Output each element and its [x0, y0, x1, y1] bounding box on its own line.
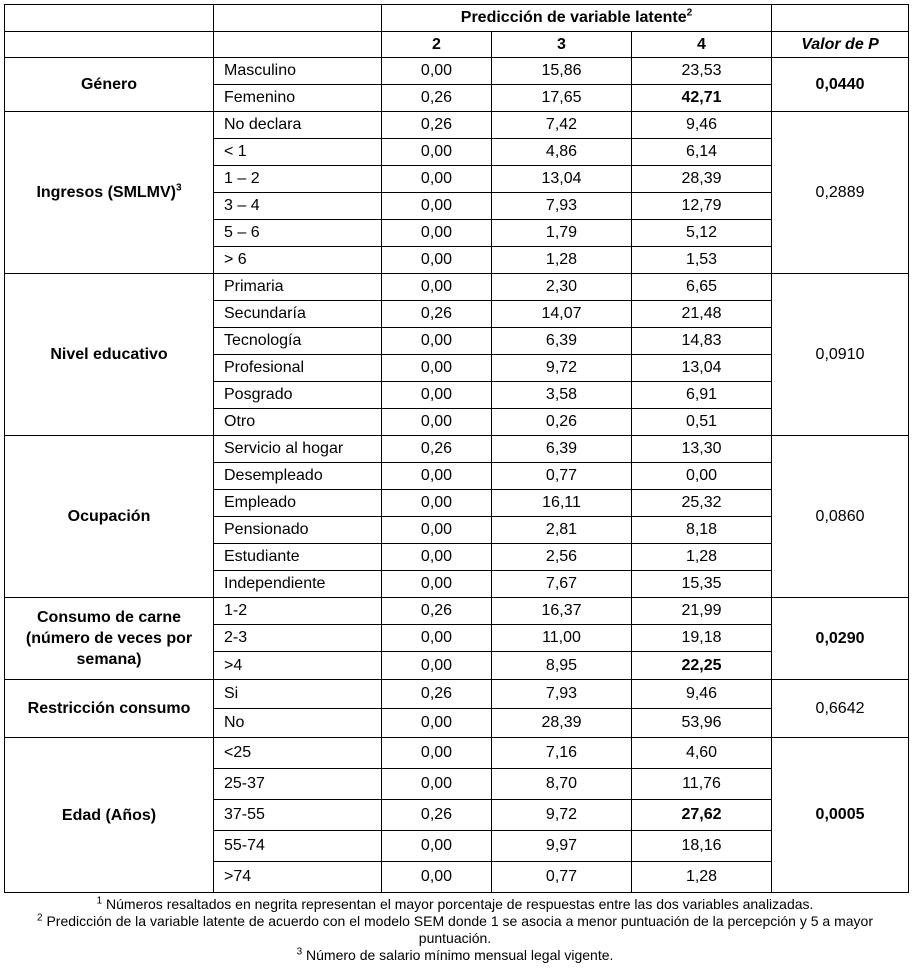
- value-cell-c2: 0,00: [382, 58, 492, 85]
- value-cell-c4: 8,18: [632, 517, 772, 544]
- latent-variable-header: [382, 5, 772, 32]
- value-cell-c3: 2,56: [492, 544, 632, 571]
- value-cell-c4: 6,91: [632, 382, 772, 409]
- value-cell-c3: 8,70: [492, 769, 632, 800]
- value-cell-c3: 13,04: [492, 166, 632, 193]
- value-cell-c2: 0,26: [382, 301, 492, 328]
- value-cell-c3: 28,39: [492, 709, 632, 738]
- value-cell-c4: 13,30: [632, 436, 772, 463]
- footnote: [0, 913, 910, 947]
- value-cell-c2: 0,00: [382, 831, 492, 862]
- category-cell: Tecnología: [214, 328, 382, 355]
- category-cell: No: [214, 709, 382, 738]
- value-cell-c4: 11,76: [632, 769, 772, 800]
- value-cell-c4: 1,28: [632, 862, 772, 893]
- value-cell-c3: 7,67: [492, 571, 632, 598]
- value-cell-c3: 2,30: [492, 274, 632, 301]
- value-cell-c2: 0,00: [382, 517, 492, 544]
- category-cell: Profesional: [214, 355, 382, 382]
- group-label: [5, 274, 214, 436]
- group-label: [5, 598, 214, 680]
- p-value-cell: 0,0005: [772, 738, 909, 893]
- value-cell-c2: 0,00: [382, 862, 492, 893]
- table-row: [5, 738, 909, 769]
- group-label-text: Nivel educativo: [50, 346, 168, 363]
- category-cell: 55-74: [214, 831, 382, 862]
- category-cell: Secundaría: [214, 301, 382, 328]
- value-cell-c2: 0,26: [382, 680, 492, 709]
- category-cell: >4: [214, 652, 382, 680]
- header-empty-cell: [214, 32, 382, 58]
- value-cell-c2: 0,26: [382, 598, 492, 625]
- value-cell-c4: 6,65: [632, 274, 772, 301]
- value-cell-c2: 0,00: [382, 738, 492, 769]
- value-cell-c3: 1,79: [492, 220, 632, 247]
- category-cell: 37-55: [214, 800, 382, 831]
- value-cell-c4: 15,35: [632, 571, 772, 598]
- table-row: [5, 58, 909, 85]
- value-cell-c4: 18,16: [632, 831, 772, 862]
- value-cell-c2: 0,00: [382, 382, 492, 409]
- category-cell: 5 – 6: [214, 220, 382, 247]
- value-cell-c4: 42,71: [632, 85, 772, 112]
- footnote-number: 3: [296, 946, 303, 958]
- value-cell-c2: 0,00: [382, 274, 492, 301]
- footnote-text: Predicción de la variable latente de acuerdo con el modelo SEM donde 1 se asocia a menor puntuación de la percepción y 5 a mayor puntuación.: [46, 913, 873, 946]
- footnotes: [0, 893, 910, 964]
- value-cell-c4: 5,12: [632, 220, 772, 247]
- value-cell-c3: 0,77: [492, 463, 632, 490]
- category-cell: 1 – 2: [214, 166, 382, 193]
- header-row-top: [5, 5, 909, 32]
- group-label: [5, 436, 214, 598]
- value-cell-c4: 4,60: [632, 738, 772, 769]
- category-cell: Servicio al hogar: [214, 436, 382, 463]
- category-cell: Otro: [214, 409, 382, 436]
- footnote: [0, 947, 910, 964]
- value-cell-c3: 6,39: [492, 328, 632, 355]
- value-cell-c2: 0,00: [382, 544, 492, 571]
- value-cell-c3: 7,42: [492, 112, 632, 139]
- group-label-text: Ingresos (SMLMV): [36, 184, 176, 201]
- value-cell-c3: 0,26: [492, 409, 632, 436]
- column-header-2: 2: [382, 32, 492, 58]
- category-cell: Posgrado: [214, 382, 382, 409]
- table-row: [5, 112, 909, 139]
- value-cell-c2: 0,00: [382, 490, 492, 517]
- category-cell: Si: [214, 680, 382, 709]
- value-cell-c2: 0,00: [382, 625, 492, 652]
- value-cell-c2: 0,26: [382, 85, 492, 112]
- value-cell-c2: 0,00: [382, 166, 492, 193]
- table-row: [5, 436, 909, 463]
- value-cell-c2: 0,00: [382, 247, 492, 274]
- category-cell: > 6: [214, 247, 382, 274]
- value-cell-c4: 1,28: [632, 544, 772, 571]
- category-cell: Desempleado: [214, 463, 382, 490]
- value-cell-c3: 6,39: [492, 436, 632, 463]
- group-label-text: Género: [80, 76, 137, 93]
- value-cell-c4: 0,00: [632, 463, 772, 490]
- p-value-cell: 0,0290: [772, 598, 909, 680]
- value-cell-c3: 11,00: [492, 625, 632, 652]
- group-label: [5, 738, 214, 893]
- value-cell-c4: 21,99: [632, 598, 772, 625]
- group-label: [5, 58, 214, 112]
- value-cell-c4: 6,14: [632, 139, 772, 166]
- footnote-number: 2: [37, 912, 43, 924]
- value-cell-c2: 0,00: [382, 328, 492, 355]
- category-cell: Masculino: [214, 58, 382, 85]
- value-cell-c3: 15,86: [492, 58, 632, 85]
- value-cell-c2: 0,00: [382, 769, 492, 800]
- value-cell-c2: 0,00: [382, 355, 492, 382]
- p-value-cell: 0,0860: [772, 436, 909, 598]
- value-cell-c4: 21,48: [632, 301, 772, 328]
- group-label: [5, 112, 214, 274]
- value-cell-c3: 16,11: [492, 490, 632, 517]
- group-label-text: Consumo de carne (número de veces por semana): [25, 609, 193, 668]
- value-cell-c3: 3,58: [492, 382, 632, 409]
- header-empty-cell: [772, 5, 909, 32]
- category-cell: No declara: [214, 112, 382, 139]
- category-cell: 2-3: [214, 625, 382, 652]
- table-row: [5, 680, 909, 709]
- value-cell-c4: 19,18: [632, 625, 772, 652]
- value-cell-c3: 14,07: [492, 301, 632, 328]
- category-cell: >74: [214, 862, 382, 893]
- value-cell-c2: 0,00: [382, 193, 492, 220]
- value-cell-c4: 9,46: [632, 112, 772, 139]
- value-cell-c2: 0,00: [382, 220, 492, 247]
- value-cell-c3: 0,77: [492, 862, 632, 893]
- category-cell: <25: [214, 738, 382, 769]
- value-cell-c4: 9,46: [632, 680, 772, 709]
- value-cell-c2: 0,00: [382, 409, 492, 436]
- footnote: [0, 896, 910, 913]
- value-cell-c3: 7,16: [492, 738, 632, 769]
- value-cell-c2: 0,00: [382, 571, 492, 598]
- results-table: [4, 4, 909, 893]
- value-cell-c4: 0,51: [632, 409, 772, 436]
- group-label-text: Ocupación: [67, 508, 151, 525]
- table-row: [5, 598, 909, 625]
- footnote-ref: 2: [686, 7, 693, 19]
- value-cell-c2: 0,00: [382, 463, 492, 490]
- value-cell-c4: 13,04: [632, 355, 772, 382]
- p-value-cell: 0,2889: [772, 112, 909, 274]
- footnote-text: Números resaltados en negrita representan el mayor porcentaje de respuestas entre las dos variables analizadas.: [106, 896, 814, 912]
- column-header-p-value: Valor de P: [772, 32, 909, 58]
- value-cell-c2: 0,26: [382, 800, 492, 831]
- category-cell: 1-2: [214, 598, 382, 625]
- value-cell-c4: 12,79: [632, 193, 772, 220]
- category-cell: Estudiante: [214, 544, 382, 571]
- category-cell: Pensionado: [214, 517, 382, 544]
- p-value-cell: 0,6642: [772, 680, 909, 738]
- header-empty-cell: [5, 32, 214, 58]
- value-cell-c2: 0,00: [382, 652, 492, 680]
- table-row: [5, 274, 909, 301]
- p-value-cell: 0,0440: [772, 58, 909, 112]
- column-header-3: 3: [492, 32, 632, 58]
- group-label-text: Restricción consumo: [27, 700, 191, 717]
- value-cell-c3: 9,72: [492, 355, 632, 382]
- group-label: [5, 680, 214, 738]
- value-cell-c3: 4,86: [492, 139, 632, 166]
- latent-variable-title: Predicción de variable latente: [460, 9, 687, 26]
- footnote-text: Número de salario mínimo mensual legal vigente.: [306, 947, 614, 963]
- category-cell: Independiente: [214, 571, 382, 598]
- value-cell-c2: 0,26: [382, 436, 492, 463]
- footnote-ref: 3: [176, 182, 182, 194]
- value-cell-c3: 9,72: [492, 800, 632, 831]
- category-cell: Femenino: [214, 85, 382, 112]
- value-cell-c3: 7,93: [492, 680, 632, 709]
- category-cell: 3 – 4: [214, 193, 382, 220]
- header-empty-cell: [214, 5, 382, 32]
- value-cell-c3: 9,97: [492, 831, 632, 862]
- value-cell-c2: 0,00: [382, 709, 492, 738]
- value-cell-c4: 53,96: [632, 709, 772, 738]
- value-cell-c3: 2,81: [492, 517, 632, 544]
- value-cell-c4: 23,53: [632, 58, 772, 85]
- value-cell-c4: 22,25: [632, 652, 772, 680]
- group-label-text: Edad (Años): [61, 806, 157, 824]
- header-row-columns: [5, 32, 909, 58]
- category-cell: Primaria: [214, 274, 382, 301]
- value-cell-c3: 8,95: [492, 652, 632, 680]
- value-cell-c3: 17,65: [492, 85, 632, 112]
- value-cell-c2: 0,26: [382, 112, 492, 139]
- value-cell-c4: 28,39: [632, 166, 772, 193]
- header-empty-cell: [5, 5, 214, 32]
- value-cell-c3: 1,28: [492, 247, 632, 274]
- value-cell-c4: 27,62: [632, 800, 772, 831]
- value-cell-c4: 1,53: [632, 247, 772, 274]
- results-table-container: [4, 4, 908, 964]
- value-cell-c3: 16,37: [492, 598, 632, 625]
- value-cell-c2: 0,00: [382, 139, 492, 166]
- category-cell: Empleado: [214, 490, 382, 517]
- category-cell: < 1: [214, 139, 382, 166]
- footnote-number: 1: [96, 895, 103, 907]
- value-cell-c4: 14,83: [632, 328, 772, 355]
- value-cell-c4: 25,32: [632, 490, 772, 517]
- value-cell-c3: 7,93: [492, 193, 632, 220]
- category-cell: 25-37: [214, 769, 382, 800]
- p-value-cell: 0,0910: [772, 274, 909, 436]
- column-header-4: 4: [632, 32, 772, 58]
